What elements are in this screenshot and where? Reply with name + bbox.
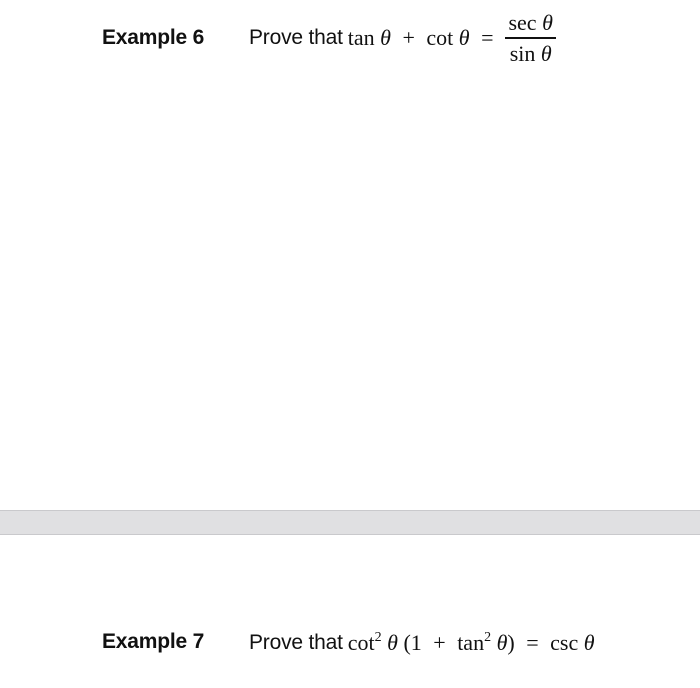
theta-variable: θ: [496, 630, 508, 655]
sec-function: sec: [508, 10, 537, 36]
close-paren: ): [507, 630, 515, 655]
equals-operator: =: [526, 630, 539, 655]
cot-function: cot: [426, 25, 454, 50]
csc-function: csc: [550, 630, 579, 655]
example-7-statement: [249, 628, 595, 658]
example-6-equation: [348, 25, 500, 51]
page-separator: [0, 510, 700, 535]
open-paren-one: (1: [403, 630, 422, 655]
example-7-equation: [348, 630, 595, 656]
example-7-label: Example 7: [102, 630, 205, 653]
theta-variable: θ: [583, 630, 595, 655]
sin-function: sin: [509, 40, 536, 66]
equals-operator: =: [481, 25, 494, 50]
example-6-label: Example 6: [102, 26, 205, 49]
cot-function: cot: [347, 630, 375, 655]
tan-function: tan: [457, 630, 485, 655]
example-7-prompt: Prove that: [249, 631, 343, 654]
example-6-statement: [249, 6, 556, 70]
theta-variable: θ: [387, 630, 398, 655]
fraction-sec-over-sin: [505, 10, 555, 66]
plus-operator: +: [433, 630, 446, 655]
document-page-2: [0, 535, 700, 688]
fraction-denominator: [507, 41, 555, 66]
exponent: 2: [374, 630, 382, 645]
tan-function: tan: [347, 25, 375, 50]
fraction-numerator: [505, 10, 555, 35]
theta-variable: θ: [380, 25, 391, 50]
theta-variable: θ: [540, 40, 552, 66]
plus-operator: +: [402, 25, 415, 50]
theta-variable: θ: [458, 25, 470, 50]
exponent: 2: [484, 630, 492, 645]
theta-variable: θ: [542, 10, 553, 36]
example-6-prompt: Prove that: [249, 26, 343, 49]
fraction-bar: [505, 37, 555, 39]
